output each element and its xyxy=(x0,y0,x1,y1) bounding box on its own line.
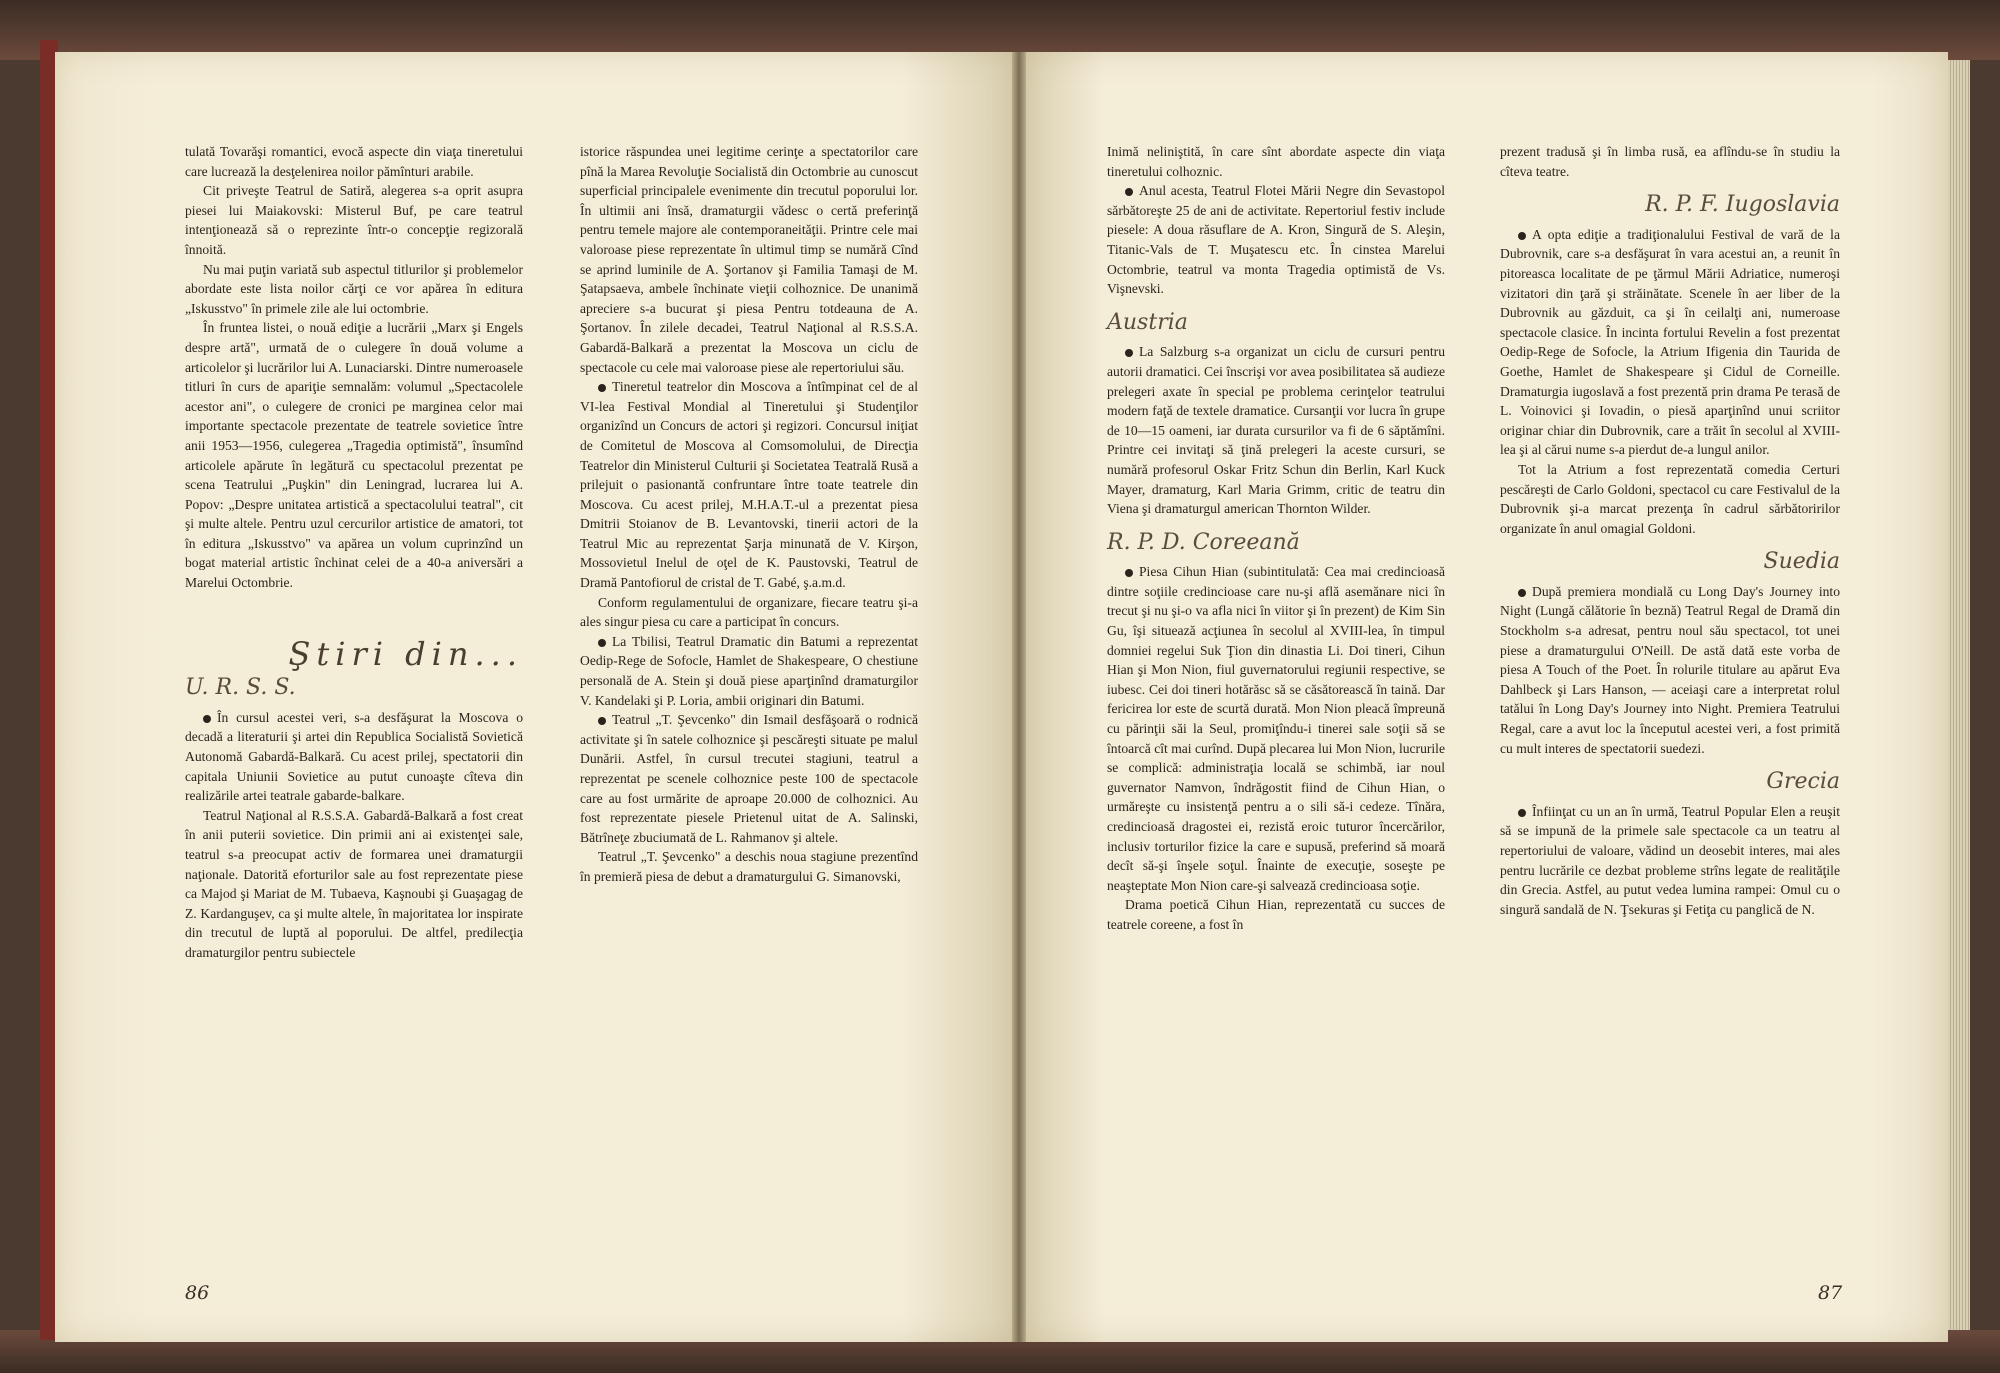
paragraph: Tot la Atrium a fost reprezentată comedia Certuri pescăreşti de Carlo Goldoni, spectacol cu care Festivalul de la Dubrovnik şi-a marcat prezenţa în cadrul sărbătoririlor organizate în anul omagial Goldoni. xyxy=(1500,461,1840,536)
paragraph: Conform regulamentului de organizare, fiecare teatru şi-a ales singur piesa cu care a participat în concurs. xyxy=(580,594,918,630)
paragraph: Tineretul teatrelor din Moscova a întîmpinat cel de al VI-lea Festival Mondial al Tineretului şi Studenţilor organizînd un Concurs de actori şi regizori. Concursul iniţiat de Comitetul de Moscova al Comsomolului, de Direcţia Teatrelor din Ministerul Culturii şi Societatea Teatrală Rusă a prilejuit o pasionantă confruntare între toate teatrele din Moscova. Cu acest prilej, M.H.A.T.-ul a prezentat piesa Dmitrii Stoianov de B. Levantovski, tinerii actori de la Teatrul Mic au reprezentat Şarja minunată de V. Kirşon, Mossovietul Inelul de oţel de K. Paustovski, Teatrul de Dramă Pantofiorul de cristal de T. Gabé, ş.a.m.d. xyxy=(580,379,918,591)
section-heading-grecia: Grecia xyxy=(1766,769,1840,795)
column-2 xyxy=(580,142,918,887)
section-heading-urss: U. R. S. S. xyxy=(185,675,296,701)
bullet-icon xyxy=(598,639,606,647)
section-heading-austria: Austria xyxy=(1107,309,1188,335)
section-heading-korea: R. P. D. Coreeană xyxy=(1107,529,1300,555)
paragraph: Piesa Cihun Hian (subintitulată: Cea mai credincioasă dintre soţiile credincioase care nu-şi află asemănare nici în trecut şi nu şi-o va afla nici în viitor şi în prezent) de Kim Sin Gu, îşi situează acţiunea în secolul al XVIII-lea, în timpul domniei regelui Suk Ţion din dinastia Li. Doi tineri, Cihun Hian şi Mon Nion, fiul guvernatorului regiunii respective, se iubesc. Cei doi tineri hotărăsc să se căsătorească în taină. Dar fericirea lor este de scurtă durată. Mon Nion pleacă împreună cu părinţii săi la Seul, promiţîndu-i tinerei sale soţii să se întoarcă cît mai curînd. După plecarea lui Mon Nion, lucrurile se complică: administraţia locală se schimbă, iar noul guvernator Namvon, îndrăgostit fiind de Cihun Hian, o urmăreşte cu insistenţă pentru a o sili să-i cedeze. Tînăra, credincioasă dragostei ei, rezistă eroic tuturor încercărilor, inclusiv torturilor fizice la care e supusă, preferind să moară decît să-şi înşele soţul. Înainte de execuţie, soseşte pe neaşteptate Mon Nion care-şi salvează credincioasa soţie. xyxy=(1107,564,1445,893)
gutter xyxy=(1012,52,1026,1342)
section-heading-yugoslavia: R. P. F. Iugoslavia xyxy=(1645,192,1840,218)
bullet-icon xyxy=(1125,349,1133,357)
stiri-title: Ştiri din... xyxy=(288,634,523,673)
page-edges xyxy=(1948,60,1970,1330)
paragraph: Nu mai puţin variată sub aspectul titlurilor şi problemelor abordate este lista noilor cărţi ce vor apărea în editura „Iskusstvo" în primele zile ale lui octombrie. xyxy=(185,261,523,316)
bullet-icon xyxy=(598,717,606,725)
column-3 xyxy=(1107,142,1445,935)
paragraph: La Salzburg s-a organizat un ciclu de cursuri pentru autorii dramatici. Cei înscrişi vor avea posibilitatea să audieze prelegeri axate în special pe problema cerinţelor teatrului modern faţă de textele dramatice. Cursanţii vor lucra în grupe de 10—15 oameni, iar durata cursurilor va fi de 6 săptămîni. Printre cei invitaţi să ţină prelegeri la aceste cursuri, se numără profesorul Oskar Fritz Schun din Berlin, Karl Kuck Mayer, dramaturg, Karl Maria Grimm, critic de teatru din Viena şi dramaturgul american Thornton Wilder. xyxy=(1107,344,1445,517)
bullet-icon xyxy=(1518,232,1526,240)
bullet-icon xyxy=(1125,188,1133,196)
paragraph: istorice răspundea unei legitime cerinţe a spectatorilor care pînă la Marea Revoluţie Socialistă din Octombrie au cunoscut superficial principalele evenimente din trecutul poporului lor. În ultimii ani însă, dramaturgii vădesc o certă preferinţă pentru temele majore ale contemporaneităţii. Printre cele mai valoroase piese reprezentate în ultimul timp se numără Cînd se aprind luminile de A. Şortanov şi Familia Tamaşi de M. Şatapsaeva, ambele închinate vieţii colhoznice. De unanimă apreciere s-a bucurat şi piesa Pentru totdeauna de A. Şortanov. În zilele decadei, Teatrul Naţional al R.S.S.A. Gabardă-Balkară a prezentat la Moscova un ciclu de spectacole cu cele mai valoroase piese ale repertoriului său. xyxy=(580,144,918,375)
bullet-icon xyxy=(1518,809,1526,817)
paragraph: Inimă neliniştită, în care sînt abordate aspecte din viaţa tineretului colhoznic. xyxy=(1107,144,1445,179)
page-number-right: 87 xyxy=(1818,1282,1843,1304)
paragraph: Anul acesta, Teatrul Flotei Mării Negre din Sevastopol sărbătoreşte 25 de ani de activitate. Repertoriul festiv include piesele: A doua răsuflare de A. Kron, Singură de S. Aleşin, Titanic-Vals de T. Muşatescu etc. În cinstea Marelui Octombrie, teatrul va monta Tragedia optimistă de Vs. Vişnevski. xyxy=(1107,183,1445,297)
bullet-icon xyxy=(203,715,211,723)
binding-top xyxy=(0,0,2000,60)
paragraph: Teatrul „T. Şevcenko" a deschis noua stagiune prezentînd în premieră piesa de debut a dramaturgului G. Simanovski, xyxy=(580,849,918,884)
paragraph: În fruntea listei, o nouă ediţie a lucrării „Marx şi Engels despre artă", urmată de o culegere în două volume a articolelor şi lucrărilor lui A. Lunaciarski. Dintre numeroasele titluri în curs de apariţie semnalăm: volumul „Spectacolele acestor ani", o culegere de cronici pe marginea celor mai importante spectacole prezentate de teatrele sovietice între anii 1953—1956, culegerea „Tragedia optimistă", însumînd articolele apărute în legătură cu spectacolul prezentat pe scena Teatrului „Puşkin" din Leningrad, lucrarea lui A. Popov: „Despre unitatea artistică a spectacolului teatral", cit şi multe altele. Pentru uzul cercurilor artistice de amatori, tot în editura „Iskusstvo" va apărea un volum cuprinzînd un bogat material artistic închinat celei de a 40-a aniversări a Marelui Octombrie. xyxy=(185,320,523,591)
paragraph: Teatrul „T. Şevcenko" din Ismail desfăşoară o rodnică activitate şi în satele colhoznice şi pescăreşti situate pe malul Dunării. Astfel, în cursul trecutei stagiuni, teatrul a reprezentat pe scenele colhoznice peste 100 de spectacole care au fost urmărite de aproape 20.000 de colhoznici. Au fost reprezentate piesele Prietenul uitat de A. Salinski, Bătrîneţe zbuciumată de L. Rahmanov şi altele. xyxy=(580,712,918,845)
paragraph: Teatrul Naţional al R.S.S.A. Gabardă-Balkară a fost creat în anii puterii sovietice. Din primii ani ai existenţei sale, teatrul s-a preocupat activ de formarea unei dramaturgii naţionale. Datorită eforturilor sale au fost reprezentate piese ca Majod şi Mariat de M. Tubaeva, Kaşnoubi şi Guaşagag de Z. Kardanguşev, ca şi multe altele, în majoritatea lor inspirate din trecutul de luptă al poporului. De altfel, predilecţia dramaturgilor pentru subiectele xyxy=(185,807,523,960)
page-number-left: 86 xyxy=(185,1282,210,1304)
paragraph: La Tbilisi, Teatrul Dramatic din Batumi a reprezentat Oedip-Rege de Sofocle, Hamlet de Shakespeare, O chestiune personală de A. Stein şi două piese aparţinînd dramaturgilor V. Kandelaki şi P. Loria, ambii originari din Batumi. xyxy=(580,633,918,708)
paragraph: tulată Tovarăşi romantici, evocă aspecte din viaţa tineretului care lucrează la desţelenirea noilor pămînturi arabile. xyxy=(185,144,523,179)
bullet-icon xyxy=(1518,589,1526,597)
bullet-icon xyxy=(1125,569,1133,577)
paragraph: Înfiinţat cu un an în urmă, Teatrul Popular Elen a reuşit să se impună de la primele sale spectacole ca un teatru al repertoriului de valoare, vădind un deosebit interes, mai ales pentru lucrările ce dezbat probleme strîns legate de realităţile din Grecia. Astfel, au putut vedea lumina rampei: Omul cu o singură sandală de N. Ţsekuras şi Fetiţa cu panglică de N. xyxy=(1500,803,1840,917)
bullet-icon xyxy=(598,384,606,392)
paragraph: Cit priveşte Teatrul de Satiră, alegerea s-a oprit asupra piesei lui Maiakovski: Misterul Buf, pe care teatrul intenţionează să o reprezinte într-o concepţie regizorală înnoită. xyxy=(185,183,523,257)
paragraph: prezent tradusă şi în limba rusă, ea aflîndu-se în studiu la cîteva teatre. xyxy=(1500,144,1840,179)
column-4 xyxy=(1500,142,1840,919)
paragraph: După premiera mondială cu Long Day's Journey into Night (Lungă călătorie în beznă) Teatrul Regal de Dramă din Stockholm s-a adresat, pentru noul său spectacol, tot unei piese a dramaturgului O'Neill. De astă dată este vorba de piesa A Touch of the Poet. În rolurile titulare au apărut Eva Dahlbeck şi Lars Hanson, — aceiaşi care a interpretat rolul tatălui în Long Day's Journey into Night. Premiera Teatrului Regal, care a avut loc la începutul acestei veri, a fost primită cu mult interes de spectatorii suedezi. xyxy=(1500,583,1840,756)
section-heading-suedia: Suedia xyxy=(1763,549,1840,575)
paragraph: În cursul acestei veri, s-a desfăşurat la Moscova o decadă a literaturii şi artei din Republica Socialistă Sovietică Autonomă Gabardă-Balkară. Cu acest prilej, spectatorii din capitala Uniunii Sovietice au putut cunoaşte cîteva din realizările artei teatrale gabarde-balkare. xyxy=(185,709,523,804)
paragraph: A opta ediţie a tradiţionalului Festival de vară de la Dubrovnik, care s-a desfăşurat în vara acestui an, a reunit în pitoreasca localitate de pe ţărmul Mării Adriatice, numeroşi vizitatori din ţară şi străinătate. Scenele în aer liber de la Dubrovnik au găzduit, ca şi în ceilalţi ani, numeroase spectacole clasice. În incinta fortului Revelin a fost prezentat Oedip-Rege de Sofocle, la Atrium Ifigenia din Taurida de Goethe, Hamlet de Shakespeare şi Cidul de Corneille. Dramaturgia iugoslavă a fost prezentă prin drama Pe terasă de L. Voinovici şi Iovadin, o piesă aparţinînd unui scriitor originar chiar din Dubrovnik, care a trăit în secolul al XVIII-lea şi al cărui nume s-a pierdut de-a lungul anilor. xyxy=(1500,226,1840,458)
column-1 xyxy=(185,142,523,963)
paragraph: Drama poetică Cihun Hian, reprezentată cu succes de teatrele coreene, a fost în xyxy=(1107,897,1445,932)
